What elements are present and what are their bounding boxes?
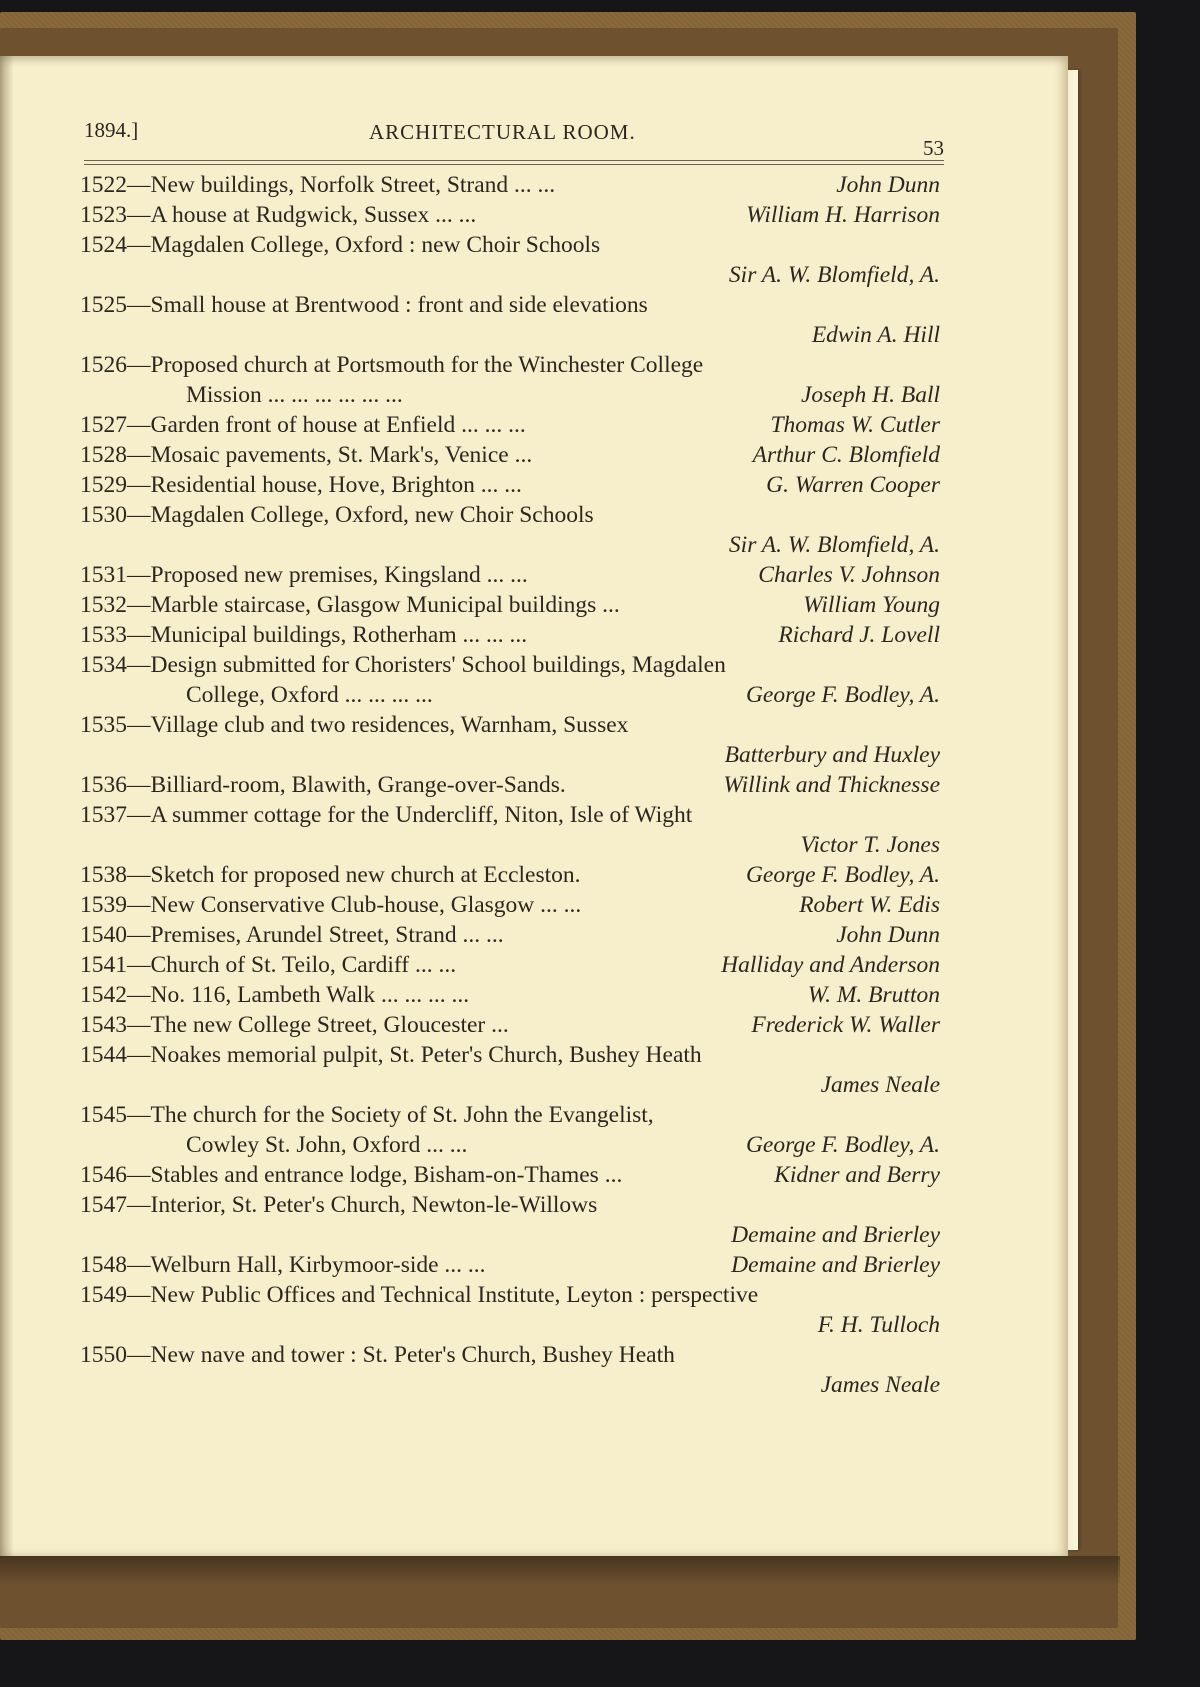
entry-number: 1525: [80, 292, 127, 318]
header-title: ARCHITECTURAL ROOM.: [369, 120, 636, 144]
catalogue-entry: [80, 1250, 940, 1280]
entry-dash: —: [127, 1012, 151, 1038]
page-gutter: [0, 56, 14, 1556]
entry-number: 1543: [80, 1012, 127, 1038]
entry-description: Noakes memorial pulpit, St. Peter's Church, Bushey Heath: [150, 1042, 702, 1068]
entry-description: The church for the Society of St. John the Evangelist,: [150, 1102, 654, 1128]
entry-first-line: [80, 290, 940, 320]
entry-number: 1540: [80, 922, 127, 948]
entry-architect: Sir A. W. Blomfield, A.: [728, 532, 940, 558]
entry-dash: —: [127, 1162, 151, 1188]
entry-dash: —: [127, 622, 151, 648]
catalogue-entry: [80, 1280, 940, 1340]
entry-continuation-line: [80, 1130, 940, 1160]
entry-dash: —: [127, 862, 151, 888]
entry-dash: —: [127, 442, 151, 468]
entry-architect: Kidner and Berry: [774, 1162, 940, 1188]
header-rule-secondary: [84, 164, 944, 165]
entry-architect-line: [80, 740, 940, 770]
catalogue-entry: [80, 950, 940, 980]
entry-number: 1536: [80, 772, 127, 798]
entry-dash: —: [127, 172, 151, 198]
entry-dash: —: [127, 592, 151, 618]
entry-dash: —: [127, 232, 151, 258]
header-rule: [84, 160, 944, 161]
entry-dash: —: [127, 1102, 151, 1128]
catalogue-entry: [80, 1010, 940, 1040]
entry-first-line: [80, 230, 940, 260]
entry-architect: Demaine and Brierley: [731, 1222, 940, 1248]
entry-first-line: [80, 620, 940, 650]
entry-description: Magdalen College, Oxford : new Choir Schools: [150, 232, 601, 258]
entry-dash: —: [127, 712, 151, 738]
entry-first-line: [80, 920, 940, 950]
entry-number: 1539: [80, 892, 127, 918]
catalogue-entry: [80, 980, 940, 1010]
catalogue-entry: [80, 1160, 940, 1190]
entry-first-line: [80, 1340, 940, 1370]
entry-architect-line: [80, 260, 940, 290]
entry-dash: —: [127, 202, 151, 228]
entry-first-line: [80, 440, 940, 470]
entry-description: Municipal buildings, Rotherham ... ... ...: [150, 622, 528, 648]
entry-architect: John Dunn: [836, 922, 940, 948]
entry-first-line: [80, 500, 940, 530]
catalogue-entry: [80, 230, 940, 290]
entry-first-line: [80, 1040, 940, 1070]
entry-architect-line: [80, 320, 940, 350]
catalogue-entry: [80, 650, 940, 710]
entry-dash: —: [127, 772, 151, 798]
entry-number: 1523: [80, 202, 127, 228]
entry-description: New buildings, Norfolk Street, Strand ... ...: [150, 172, 556, 198]
entry-description: College, Oxford ... ... ... ...: [186, 682, 433, 708]
entry-dash: —: [127, 1342, 151, 1368]
entry-first-line: [80, 1010, 940, 1040]
catalogue-entry: [80, 440, 940, 470]
catalogue-entry: [80, 1040, 940, 1100]
entry-architect-line: [80, 830, 940, 860]
entry-architect-line: [80, 1220, 940, 1250]
entry-description: Sketch for proposed new church at Eccleston.: [150, 862, 581, 888]
entry-description: Magdalen College, Oxford, new Choir Schools: [150, 502, 594, 528]
entry-architect: Richard J. Lovell: [778, 622, 940, 648]
entry-number: 1546: [80, 1162, 127, 1188]
entry-number: 1532: [80, 592, 127, 618]
catalogue-entry: [80, 770, 940, 800]
entry-description: Billiard-room, Blawith, Grange-over-Sands.: [150, 772, 566, 798]
entry-first-line: [80, 410, 940, 440]
catalogue-entry: [80, 500, 940, 560]
entry-architect: Victor T. Jones: [800, 832, 940, 858]
entry-first-line: [80, 1100, 940, 1130]
entry-dash: —: [127, 1192, 151, 1218]
entry-architect-line: [80, 1310, 940, 1340]
entry-first-line: [80, 770, 940, 800]
entry-first-line: [80, 800, 940, 830]
entry-dash: —: [127, 1282, 151, 1308]
entry-first-line: [80, 1190, 940, 1220]
entry-number: 1530: [80, 502, 127, 528]
entry-architect: George F. Bodley, A.: [745, 1132, 940, 1158]
entry-number: 1537: [80, 802, 127, 828]
entry-dash: —: [127, 1252, 151, 1278]
entry-architect: Edwin A. Hill: [811, 322, 940, 348]
entry-architect: George F. Bodley, A.: [745, 862, 940, 888]
entry-description: Mission ... ... ... ... ... ...: [186, 382, 403, 408]
catalogue-entry: [80, 350, 940, 410]
entry-architect: Frederick W. Waller: [751, 1012, 940, 1038]
catalogue-entry: [80, 200, 940, 230]
catalogue-entry: [80, 620, 940, 650]
entry-description: Stables and entrance lodge, Bisham-on-Thames ...: [150, 1162, 623, 1188]
entry-description: Church of St. Teilo, Cardiff ... ...: [150, 952, 457, 978]
entry-dash: —: [127, 802, 151, 828]
entry-description: Garden front of house at Enfield ... ... ...: [150, 412, 526, 438]
entry-description: The new College Street, Gloucester ...: [150, 1012, 509, 1038]
entry-number: 1538: [80, 862, 127, 888]
entry-architect: Thomas W. Cutler: [770, 412, 940, 438]
entry-architect: William Young: [803, 592, 940, 618]
entry-architect: F. H. Tulloch: [817, 1312, 940, 1338]
catalogue-entries: [80, 170, 940, 1400]
entry-description: A summer cottage for the Undercliff, Niton, Isle of Wight: [150, 802, 693, 828]
entry-architect: Demaine and Brierley: [731, 1252, 940, 1278]
entry-architect: Charles V. Johnson: [758, 562, 940, 588]
entry-dash: —: [127, 562, 151, 588]
entry-first-line: [80, 710, 940, 740]
entry-architect: Sir A. W. Blomfield, A.: [728, 262, 940, 288]
entry-first-line: [80, 200, 940, 230]
entry-dash: —: [127, 502, 151, 528]
entry-description: Small house at Brentwood : front and side elevations: [150, 292, 648, 318]
entry-architect: James Neale: [820, 1372, 940, 1398]
entry-description: Village club and two residences, Warnham, Sussex: [150, 712, 629, 738]
entry-description: Proposed new premises, Kingsland ... ...: [150, 562, 528, 588]
entry-number: 1549: [80, 1282, 127, 1308]
entry-architect: Halliday and Anderson: [721, 952, 940, 978]
entry-number: 1548: [80, 1252, 127, 1278]
entry-description: Cowley St. John, Oxford ... ...: [186, 1132, 468, 1158]
catalogue-entry: [80, 560, 940, 590]
entry-number: 1529: [80, 472, 127, 498]
entry-first-line: [80, 470, 940, 500]
entry-architect: W. M. Brutton: [807, 982, 940, 1008]
entry-description: New nave and tower : St. Peter's Church, Bushey Heath: [150, 1342, 675, 1368]
entry-dash: —: [127, 1042, 151, 1068]
page-number: 53: [923, 136, 944, 160]
catalogue-entry: [80, 860, 940, 890]
entry-dash: —: [127, 292, 151, 318]
entry-first-line: [80, 350, 940, 380]
catalogue-entry: [80, 800, 940, 860]
entry-number: 1550: [80, 1342, 127, 1368]
entry-description: Premises, Arundel Street, Strand ... ...: [150, 922, 504, 948]
entry-description: Residential house, Hove, Brighton ... ...: [150, 472, 522, 498]
entry-architect: George F. Bodley, A.: [745, 682, 940, 708]
entry-number: 1541: [80, 952, 127, 978]
entry-dash: —: [127, 952, 151, 978]
entry-architect: Batterbury and Huxley: [724, 742, 940, 768]
entry-number: 1534: [80, 652, 127, 678]
entry-architect: James Neale: [820, 1072, 940, 1098]
entry-description: Marble staircase, Glasgow Municipal buildings ...: [150, 592, 620, 618]
entry-continuation-line: [80, 380, 940, 410]
entry-first-line: [80, 950, 940, 980]
catalogue-entry: [80, 170, 940, 200]
entry-number: 1531: [80, 562, 127, 588]
entry-architect: William H. Harrison: [746, 202, 940, 228]
entry-number: 1528: [80, 442, 127, 468]
entry-dash: —: [127, 922, 151, 948]
catalogue-entry: [80, 920, 940, 950]
entry-first-line: [80, 170, 940, 200]
catalogue-entry: [80, 470, 940, 500]
entry-continuation-line: [80, 680, 940, 710]
entry-number: 1533: [80, 622, 127, 648]
entry-number: 1524: [80, 232, 127, 258]
entry-number: 1545: [80, 1102, 127, 1128]
entry-architect: G. Warren Cooper: [766, 472, 940, 498]
entry-dash: —: [127, 982, 151, 1008]
catalogue-entry: [80, 710, 940, 770]
entry-architect: Joseph H. Ball: [800, 382, 940, 408]
page-bottom-shadow: [0, 1556, 1120, 1586]
entry-architect: John Dunn: [836, 172, 940, 198]
entry-number: 1527: [80, 412, 127, 438]
entry-number: 1535: [80, 712, 127, 738]
entry-architect: Arthur C. Blomfield: [752, 442, 940, 468]
entry-dash: —: [127, 352, 151, 378]
entry-first-line: [80, 890, 940, 920]
entry-description: Mosaic pavements, St. Mark's, Venice ...: [150, 442, 533, 468]
entry-first-line: [80, 980, 940, 1010]
entry-dash: —: [127, 652, 151, 678]
entry-architect: Robert W. Edis: [799, 892, 940, 918]
entry-description: Proposed church at Portsmouth for the Winchester College: [150, 352, 704, 378]
entry-number: 1526: [80, 352, 127, 378]
catalogue-entry: [80, 1100, 940, 1160]
entry-number: 1542: [80, 982, 127, 1008]
entry-first-line: [80, 650, 940, 680]
header-year: 1894.]: [84, 118, 139, 142]
entry-dash: —: [127, 892, 151, 918]
entry-architect-line: [80, 1370, 940, 1400]
entry-first-line: [80, 1250, 940, 1280]
entry-dash: —: [127, 472, 151, 498]
entry-first-line: [80, 860, 940, 890]
entry-description: Welburn Hall, Kirbymoor-side ... ...: [150, 1252, 486, 1278]
entry-number: 1522: [80, 172, 127, 198]
catalogue-entry: [80, 890, 940, 920]
entry-architect: Willink and Thicknesse: [723, 772, 940, 798]
catalogue-entry: [80, 1190, 940, 1250]
entry-first-line: [80, 1280, 940, 1310]
entry-architect-line: [80, 530, 940, 560]
entry-description: New Public Offices and Technical Institute, Leyton : perspective: [150, 1282, 759, 1308]
entry-first-line: [80, 590, 940, 620]
entry-number: 1547: [80, 1192, 127, 1218]
entry-description: Design submitted for Choristers' School buildings, Magdalen: [150, 652, 726, 678]
entry-first-line: [80, 1160, 940, 1190]
entry-number: 1544: [80, 1042, 127, 1068]
entry-description: No. 116, Lambeth Walk ... ... ... ...: [150, 982, 470, 1008]
catalogue-entry: [80, 1340, 940, 1400]
running-header: [84, 118, 944, 158]
catalogue-entry: [80, 290, 940, 350]
entry-description: A house at Rudgwick, Sussex ... ...: [150, 202, 477, 228]
entry-description: New Conservative Club-house, Glasgow ... ...: [150, 892, 582, 918]
entry-dash: —: [127, 412, 151, 438]
entry-first-line: [80, 560, 940, 590]
catalogue-entry: [80, 410, 940, 440]
entry-architect-line: [80, 1070, 940, 1100]
entry-description: Interior, St. Peter's Church, Newton-le-Willows: [150, 1192, 598, 1218]
catalogue-entry: [80, 590, 940, 620]
